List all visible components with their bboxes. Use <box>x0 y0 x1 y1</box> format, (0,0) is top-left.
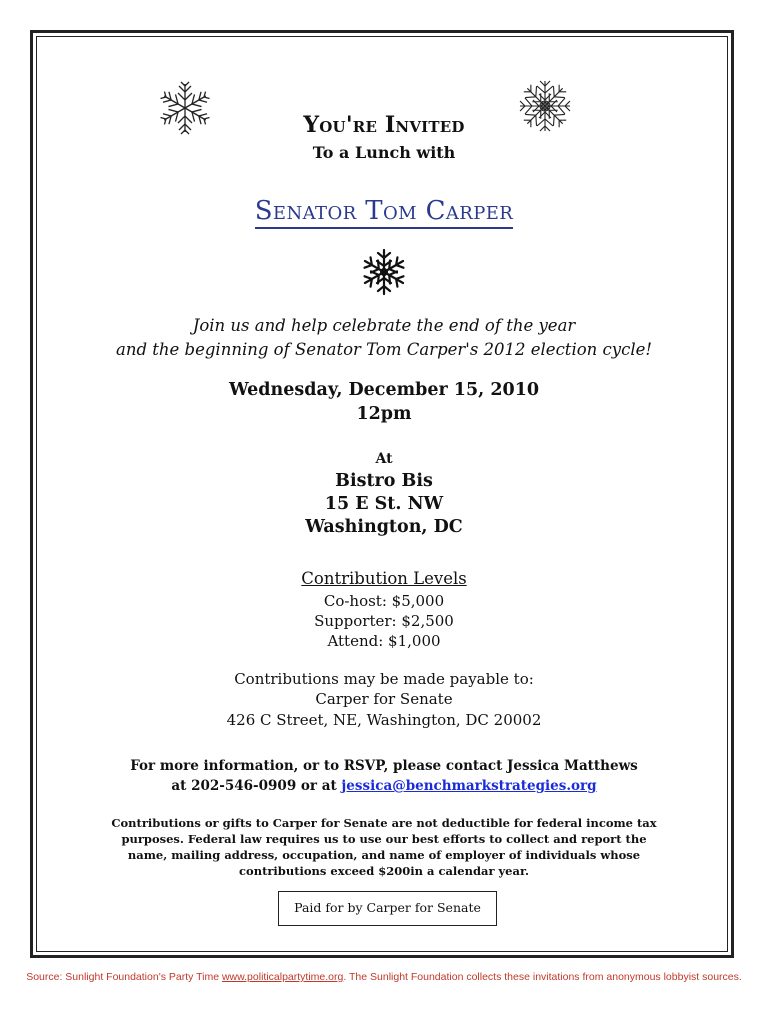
source-note-prefix: Source: Sunlight Foundation's Party Time <box>26 971 220 983</box>
rsvp-line-2 <box>0 778 768 794</box>
venue-street: 15 E St. NW <box>324 494 444 514</box>
legal-disclaimer: Contributions or gifts to Carper for Senate are not deductible for federal income tax purposes. Federal law requires us to use our best efforts to collect and report the name, mailing address, occupation, and name of employer of individuals whose contributions exceed $200in a calendar year. <box>111 816 657 878</box>
contribution-level: Attend: $1,000 <box>327 632 441 650</box>
message-line-1: Join us and help celebrate the end of the year <box>192 316 576 335</box>
event-date: Wednesday, December 15, 2010 <box>228 380 540 400</box>
venue-name: Bistro Bis <box>335 471 433 491</box>
rsvp-line-1: For more information, or to RSVP, please contact Jessica Matthews <box>130 758 638 774</box>
contribution-level: Co-host: $5,000 <box>323 592 445 610</box>
source-link[interactable]: www.politicalpartytime.org <box>221 971 344 983</box>
rsvp-email-link[interactable]: jessica@benchmarkstrategies.org <box>341 778 597 794</box>
at-label: At <box>375 451 393 467</box>
invitation-subheading: To a Lunch with <box>312 143 456 162</box>
payable-name: Carper for Senate <box>315 690 453 708</box>
contribution-level: Supporter: $2,500 <box>314 612 454 630</box>
message-line-2: and the beginning of Senator Tom Carper's 2012 election cycle! <box>115 340 653 359</box>
snowflake-icon <box>358 246 410 298</box>
venue-city: Washington, DC <box>305 517 463 537</box>
source-note <box>0 971 768 983</box>
honoree-name <box>0 196 768 226</box>
payable-heading: Contributions may be made payable to: <box>234 670 534 688</box>
source-note-suffix: . The Sunlight Foundation collects these invitations from anonymous lobbyist sources. <box>343 971 742 983</box>
paid-for-box: Paid for by Carper for Senate <box>278 891 497 926</box>
honoree-name-text: Senator Tom Carper <box>255 196 514 229</box>
contribution-levels-heading <box>0 569 768 588</box>
invitation-heading: You're Invited <box>303 112 465 138</box>
contribution-levels-heading-text: Contribution Levels <box>301 569 467 588</box>
payable-address: 426 C Street, NE, Washington, DC 20002 <box>226 711 542 729</box>
event-time: 12pm <box>356 404 412 424</box>
rsvp-phone-text: at 202-546-0909 or at <box>171 778 337 794</box>
